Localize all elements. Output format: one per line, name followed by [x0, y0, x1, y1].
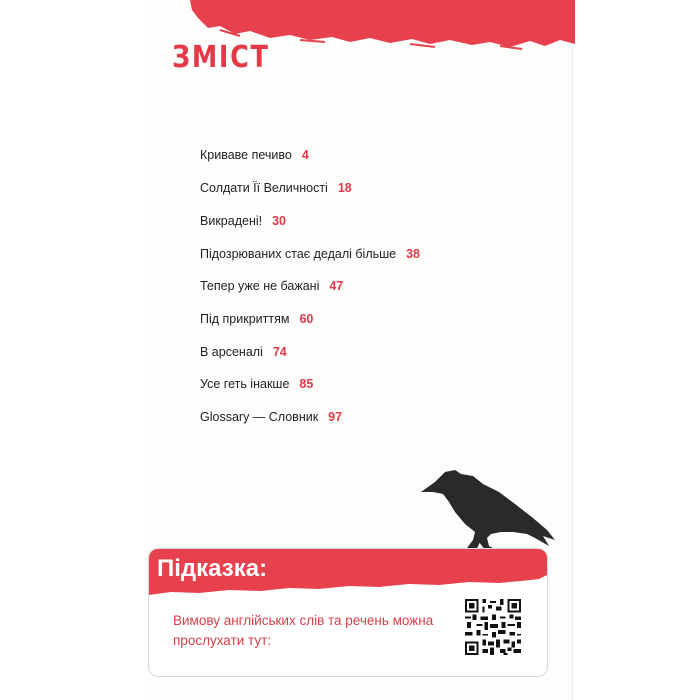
hint-text: Вимову англійських слів та речень можна прослухати тут:: [173, 613, 434, 648]
qr-code-icon[interactable]: [465, 599, 521, 655]
toc-item-page: 60: [299, 312, 314, 326]
toc-item-page: 4: [301, 148, 309, 162]
crow-icon: [415, 462, 560, 557]
page-title: ЗМІСТ: [172, 40, 270, 75]
toc-item: [200, 247, 420, 261]
toc-item-page: 97: [328, 410, 343, 424]
toc-item: [200, 377, 313, 391]
hint-title: Підказка:: [157, 555, 268, 582]
toc-item: [200, 279, 343, 293]
toc-item-page: 38: [406, 247, 421, 261]
toc-item-page: 47: [329, 279, 344, 293]
toc-item: [200, 181, 352, 195]
toc-item-label: Усе геть інакше: [200, 377, 290, 391]
toc-item-page: 85: [299, 377, 314, 391]
toc-item: [200, 410, 342, 424]
toc-item: [200, 312, 313, 326]
toc-item-label: Тепер уже не бажані: [200, 279, 320, 293]
page-edge: [572, 0, 573, 700]
toc-item: [200, 345, 287, 359]
toc-item-page: 74: [272, 345, 287, 359]
toc-item-label: Підозрюваних стає дедалі більше: [200, 247, 397, 261]
toc-item: [200, 148, 309, 162]
toc-item-label: Солдати Її Величності: [200, 181, 328, 195]
toc-item-label: Криваве печиво: [200, 148, 292, 162]
toc-item-page: 30: [272, 214, 286, 228]
toc-item-label: Викрадені!: [200, 214, 263, 228]
toc-item-label: В арсеналі: [200, 345, 263, 359]
toc-item-label: Glossary — Словник: [200, 410, 319, 424]
toc-item-label: Під прикриттям: [200, 312, 290, 326]
hint-box: [148, 548, 548, 677]
toc-item-page: 18: [337, 181, 352, 195]
toc-item: [200, 214, 286, 228]
